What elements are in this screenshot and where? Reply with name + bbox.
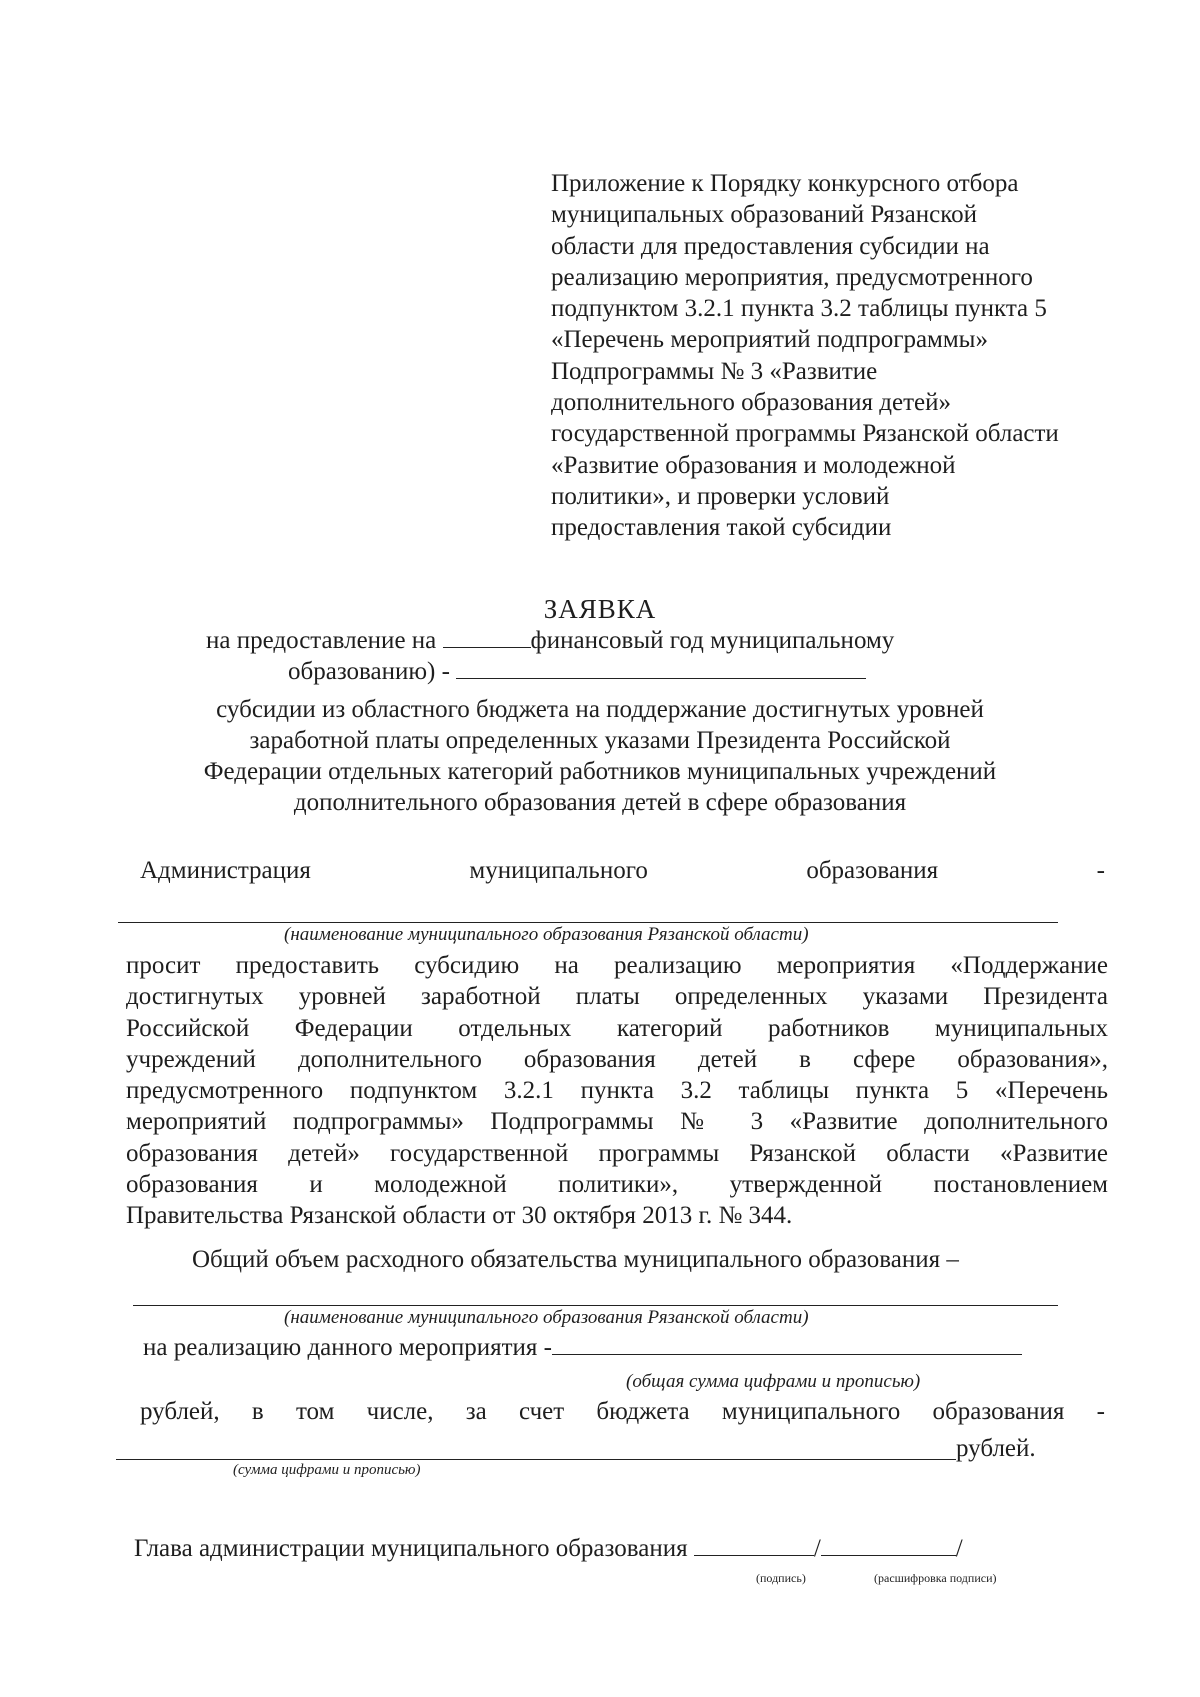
subtitle-text: образованию) - — [288, 658, 450, 685]
municipal-budget-sum-field[interactable] — [116, 1459, 956, 1460]
slash-separator: / — [955, 1535, 963, 1562]
rubles-line: рублей, в том числе, за счет бюджета муниципального образования - — [140, 1398, 1105, 1425]
admin-word: - — [1096, 857, 1105, 884]
rubles-end: рублей. — [956, 1435, 1036, 1462]
event-line-text: на реализацию данного мероприятия - — [143, 1334, 552, 1361]
caption-signature: (подпись) — [756, 1571, 806, 1585]
paragraph-line: мероприятий подпрограммы» Подпрограммы № 3 «Развитие дополнительного — [126, 1108, 1108, 1136]
annex-line: Приложение к Порядку конкурсного отбора — [551, 170, 1019, 197]
paragraph-line: предусмотренного подпунктом 3.2.1 пункта 3.2 таблицы пункта 5 «Перечень — [126, 1077, 1108, 1105]
annex-line: предоставления такой субсидии — [551, 514, 892, 542]
subtitle-line-3: субсидии из областного бюджета на поддержание достигнутых уровней — [216, 696, 984, 723]
caption-municipality-1: (наименование муниципального образования Рязанской области) — [284, 924, 809, 945]
year-blank-field[interactable] — [443, 629, 531, 648]
annex-line: реализацию мероприятия, предусмотренного — [551, 263, 1033, 291]
municipality-name-field-1[interactable] — [118, 922, 1058, 923]
subtitle-line-4: заработной платы определенных указами Президента Российской — [249, 727, 951, 754]
total-obligation-line: Общий объем расходного обязательства муниципального образования – — [192, 1246, 959, 1273]
annex-line: «Перечень мероприятий подпрограммы» — [551, 326, 988, 354]
admin-row — [140, 857, 1105, 885]
annex-line: государственной программы Рязанской области — [551, 420, 1059, 448]
caption-signature-decode: (расшифровка подписи) — [874, 1571, 997, 1585]
annex-line: дополнительного образования детей» — [551, 389, 951, 417]
admin-word: образования — [806, 857, 939, 884]
caption-total-sum: (общая сумма цифрами и прописью) — [626, 1371, 921, 1392]
paragraph-line: Правительства Рязанской области от 30 октября 2013 г. № 344. — [126, 1202, 793, 1230]
paragraph-line: образования и молодежной политики», утвержденной постановлением — [126, 1171, 1108, 1199]
paragraph-line: достигнутых уровней заработной платы определенных указами Президента — [126, 983, 1108, 1011]
municipality-blank-field[interactable] — [456, 660, 866, 679]
annex-line: подпунктом 3.2.1 пункта 3.2 таблицы пункта 5 — [551, 295, 1047, 323]
municipality-name-field-2[interactable] — [133, 1305, 1058, 1306]
annex-line: политики», и проверки условий — [551, 482, 890, 510]
subtitle-line-2 — [288, 658, 866, 686]
request-paragraph — [126, 950, 1108, 1232]
annex-line: муниципальных образований Рязанской — [551, 201, 977, 229]
paragraph-line: просит предоставить субсидию на реализацию мероприятия «Поддержание — [126, 952, 1108, 979]
subtitle-text: на предоставление на — [206, 627, 437, 654]
document-title: ЗАЯВКА — [543, 594, 657, 624]
paragraph-line: Российской Федерации отдельных категорий работников муниципальных — [126, 1014, 1108, 1042]
slash-separator: / — [813, 1535, 821, 1562]
annex-line: «Развитие образования и молодежной — [551, 451, 956, 479]
admin-word: Администрация — [140, 857, 311, 884]
annex-line: Подпрограммы № 3 «Развитие — [551, 357, 878, 385]
annex-block — [551, 168, 1171, 544]
subtitle-line-1 — [206, 627, 894, 655]
event-line — [143, 1334, 1022, 1362]
total-sum-field[interactable] — [552, 1336, 1022, 1355]
annex-line: области для предоставления субсидии на — [551, 232, 990, 260]
subtitle-text: финансовый год муниципальному — [530, 627, 895, 654]
head-signature-line — [134, 1535, 963, 1563]
subtitle-line-5: Федерации отдельных категорий работников муниципальных учреждений — [203, 758, 997, 785]
signature-decode-field[interactable] — [821, 1537, 956, 1556]
paragraph-line: образования детей» государственной программы Рязанской области «Развитие — [126, 1139, 1108, 1167]
head-line-text: Глава администрации муниципального образования — [134, 1535, 688, 1562]
admin-word: муниципального — [469, 857, 648, 884]
caption-sum: (сумма цифрами и прописью) — [233, 1462, 421, 1478]
signature-field[interactable] — [694, 1537, 814, 1556]
paragraph-line: учреждений дополнительного образования детей в сфере образования», — [126, 1045, 1108, 1073]
caption-municipality-2: (наименование муниципального образования Рязанской области) — [284, 1307, 809, 1328]
subtitle-line-6: дополнительного образования детей в сфере образования — [293, 789, 907, 816]
